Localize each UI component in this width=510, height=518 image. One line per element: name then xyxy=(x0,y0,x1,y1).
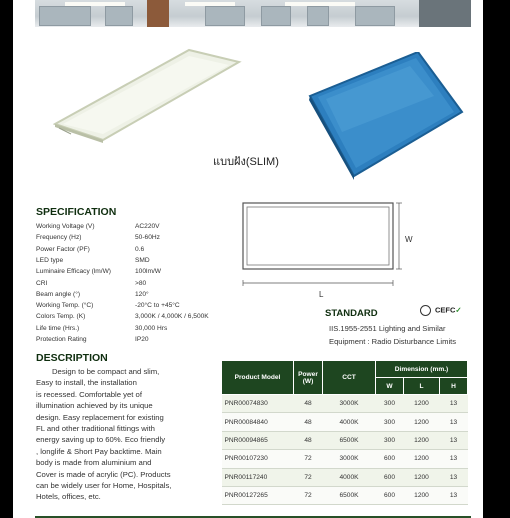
header-model: Product Model xyxy=(222,361,294,395)
cell-h: 13 xyxy=(440,468,468,486)
white-panel-image xyxy=(53,48,243,144)
artwork xyxy=(147,0,169,27)
table-row xyxy=(222,431,468,449)
description-line: illumination achieved by its unique xyxy=(36,401,153,411)
cell-model: PNR00084840 xyxy=(222,413,294,431)
product-variant-label: แบบฝัง(SLIM) xyxy=(213,156,279,168)
cell-w: 300 xyxy=(376,395,404,413)
spec-value: SMD xyxy=(135,256,150,264)
spec-label: Protection Rating xyxy=(36,336,87,343)
description-line: can be widely user for Home, Hospitals, xyxy=(36,481,172,491)
cell-power: 72 xyxy=(294,486,323,504)
table-row xyxy=(222,468,468,486)
description-line: body is made from aluminium and xyxy=(36,458,152,468)
length-label: L xyxy=(319,290,324,299)
spec-value: 30,000 Hrs xyxy=(135,324,168,332)
description-line: Easy to install, the installation xyxy=(36,378,137,388)
column xyxy=(419,0,471,27)
certification-logos xyxy=(420,305,462,316)
spec-value: 100lm/W xyxy=(135,268,162,276)
header-w: W xyxy=(376,378,404,395)
cell-cct: 4000K xyxy=(323,468,376,486)
window xyxy=(261,6,291,26)
width-label: W xyxy=(405,235,413,244)
spec-value: AC220V xyxy=(135,223,160,230)
cell-w: 300 xyxy=(376,431,404,449)
spec-row xyxy=(36,302,180,310)
cell-power: 72 xyxy=(294,468,323,486)
spec-value: 120° xyxy=(135,290,149,298)
cell-model: PNR00107230 xyxy=(222,450,294,468)
spec-label: Frequency (Hz) xyxy=(36,234,82,242)
header-l: L xyxy=(404,378,440,395)
cell-cct: 3000K xyxy=(323,395,376,413)
spec-value: >80 xyxy=(135,279,147,287)
cell-power: 48 xyxy=(294,413,323,431)
spec-label: Beam angle (°) xyxy=(36,290,81,298)
description-line: energy saving up to 60%. Eco friendly xyxy=(36,435,166,445)
cell-model: PNR00117240 xyxy=(222,468,294,486)
spec-value: 3,000K / 4,000K / 6,500K xyxy=(135,313,209,321)
spec-value: IP20 xyxy=(135,336,149,343)
spec-value: -20°C to +45°C xyxy=(135,302,180,310)
cell-cct: 6500K xyxy=(323,431,376,449)
spec-label: Power Factor (PF) xyxy=(36,245,90,253)
spec-row xyxy=(36,324,168,332)
cell-cct: 3000K xyxy=(323,450,376,468)
cell-w: 600 xyxy=(376,468,404,486)
header-power: Power (W) xyxy=(294,361,323,395)
spec-value: 50-60Hz xyxy=(135,234,160,242)
dimension-diagram xyxy=(241,202,413,302)
spec-label: LED type xyxy=(36,256,64,264)
office-banner-image xyxy=(35,0,471,27)
product-table xyxy=(221,360,468,505)
cell-h: 13 xyxy=(440,486,468,504)
table-row xyxy=(222,450,468,468)
spec-row xyxy=(36,279,147,287)
description-heading: DESCRIPTION xyxy=(36,352,108,364)
spec-label: Luminaire Efficacy (lm/W) xyxy=(36,268,111,276)
description-text xyxy=(36,366,196,503)
cell-w: 300 xyxy=(376,413,404,431)
cell-l: 1200 xyxy=(404,486,440,504)
spec-label: CRI xyxy=(36,279,48,287)
standard-line: Equipment : Radio Disturbance Limits xyxy=(329,337,457,346)
standard-heading: STANDARD xyxy=(325,308,378,319)
spec-sheet xyxy=(13,0,483,518)
cell-power: 48 xyxy=(294,431,323,449)
cell-model: PNR00127265 xyxy=(222,486,294,504)
cell-l: 1200 xyxy=(404,468,440,486)
cell-l: 1200 xyxy=(404,395,440,413)
spec-row xyxy=(36,256,150,264)
description-line: Hotels, offices, etc. xyxy=(36,492,101,502)
spec-row xyxy=(36,336,149,343)
window xyxy=(39,6,91,26)
cell-l: 1200 xyxy=(404,450,440,468)
cell-cct: 4000K xyxy=(323,413,376,431)
cell-w: 600 xyxy=(376,486,404,504)
blue-panel-image xyxy=(306,52,464,180)
description-line: , longlife & Short Pay backtime. Main xyxy=(36,446,162,456)
spec-row xyxy=(36,223,160,230)
description-line: is recessed. Comfortable yet of xyxy=(36,389,142,399)
specification-heading: SPECIFICATION xyxy=(36,206,117,218)
cell-l: 1200 xyxy=(404,413,440,431)
cell-h: 13 xyxy=(440,431,468,449)
table-row xyxy=(222,413,468,431)
standard-text xyxy=(329,322,483,348)
cell-l: 1200 xyxy=(404,431,440,449)
window xyxy=(307,6,329,26)
description-line: Design to be compact and slim, xyxy=(52,367,160,376)
cell-model: PNR00094865 xyxy=(222,431,294,449)
cell-h: 13 xyxy=(440,413,468,431)
cell-model: PNR00074830 xyxy=(222,395,294,413)
cell-cct: 6500K xyxy=(323,486,376,504)
window xyxy=(355,6,395,26)
cell-h: 13 xyxy=(440,450,468,468)
ce-fc-logo: CEFC xyxy=(435,305,456,315)
spec-row xyxy=(36,234,160,242)
spec-label: Working Voltage (V) xyxy=(36,223,95,230)
table-row xyxy=(222,395,468,413)
window xyxy=(105,6,133,26)
cell-h: 13 xyxy=(440,395,468,413)
table-row xyxy=(222,486,468,504)
description-line: FL and other traditional fittings with xyxy=(36,424,155,434)
cell-power: 72 xyxy=(294,450,323,468)
standard-line: IIS.1955-2551 Lighting and Similar xyxy=(329,324,446,333)
spec-label: Life time (Hrs.) xyxy=(36,324,80,332)
header-dimension: Dimension (mm.) xyxy=(376,361,468,378)
spec-row xyxy=(36,290,149,298)
header-cct: CCT xyxy=(323,361,376,395)
spec-label: Colors Temp. (K) xyxy=(36,313,86,321)
spec-value: 0.6 xyxy=(135,245,145,253)
cell-power: 48 xyxy=(294,395,323,413)
spec-label: Working Temp. (°C) xyxy=(36,302,94,310)
description-line: design. Easy replacement for existing xyxy=(36,412,164,422)
window xyxy=(205,6,245,26)
description-line: Cover is made of acrylic (PC). Products xyxy=(36,469,171,479)
tis-logo-icon xyxy=(420,305,431,316)
cell-w: 600 xyxy=(376,450,404,468)
header-h: H xyxy=(440,378,468,395)
check-icon: ✓ xyxy=(455,305,462,315)
spec-row xyxy=(36,268,162,276)
spec-row xyxy=(36,313,209,321)
spec-row xyxy=(36,245,145,253)
